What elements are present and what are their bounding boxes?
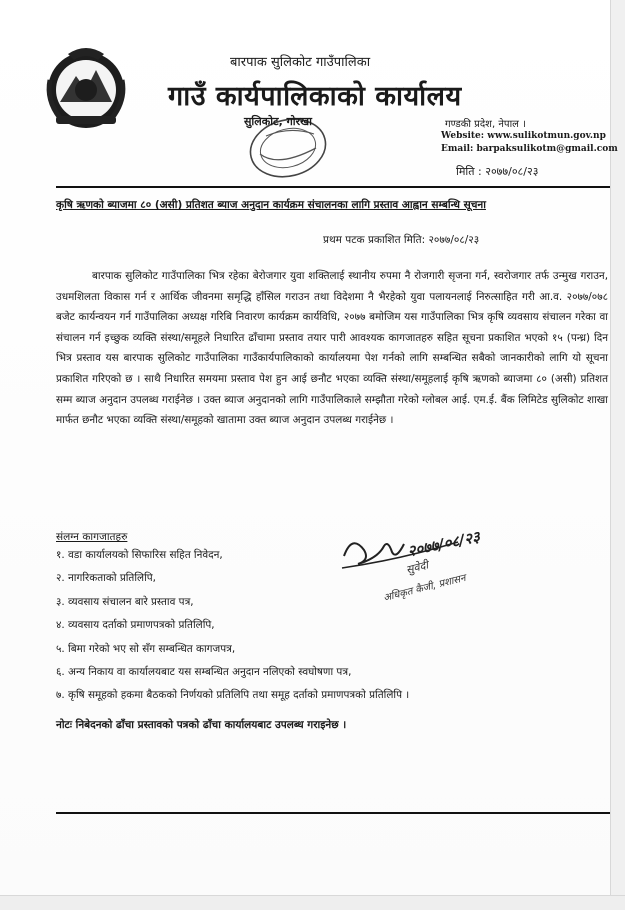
attachment-item: ६. अन्य निकाय वा कार्यालयबाट यस सम्बन्धित अनुदान नलिएको स्वघोषणा पत्र, bbox=[56, 665, 352, 678]
header-date: मिति : २०७७/०८/२३ bbox=[456, 165, 539, 178]
notice-subject: कृषि ऋणको ब्याजमा ८० (असी) प्रतिशत ब्याज अनुदान कार्यक्रम संचालनका लागि प्रस्ताव आह्वान सम्बन्धि सूचना bbox=[56, 199, 486, 211]
page-edge-bottom bbox=[0, 895, 625, 910]
signatory-name: सुवेदी bbox=[404, 558, 430, 577]
page-edge-right bbox=[610, 0, 625, 910]
published-date: प्रथम पटक प्रकाशित मिति: २०७७/०८/२३ bbox=[323, 234, 480, 246]
attachment-item: ७. कृषि समूहको हकमा बैठकको निर्णयको प्रतिलिपि तथा समूह दर्ताको प्रमाणपत्रको प्रतिलिपि । bbox=[56, 689, 410, 702]
attachments-title: संलग्न कागजातहरु bbox=[56, 531, 128, 543]
municipality-name: बारपाक सुलिकोट गाउँपालिका bbox=[230, 55, 371, 70]
signatory-role: अधिकृत कैजी, प्रशासन bbox=[382, 572, 467, 605]
office-title: गाउँ कार्यपालिकाको कार्यालय bbox=[168, 81, 462, 112]
notice-body: बारपाक सुलिकोट गाउँपालिका भित्र रहेका बेरोजगार युवा शक्तिलाई स्थानीय रुपमा नै रोजगारी सृजना गर्न, स्वरोजगार तर्फ उन्मुख गराउन, उधमशिलता विकास गर्न र आर्थिक जीवनमा समृद्धि हाँसिल गराउन तथा विदेशमा नै भैरहेको युवा पलायनलाई निरुत्साहित गरी आ.व. २०७७/०७८ बजेट कार्यन्वयन गर्न गाउँपालिका अध्यक्ष गरिबि निवारण कार्यक्रम कार्यविधि, २०७७ बमोजिम यस गाउँपालिका भित्र कृषि व्यवसाय संचालन गरेका वा संचालन गर्न इच्छुक व्यक्ति संस्था/समूहले निधारित ढाँचामा प्रस्ताव तयार पारी आवश्यक कागजातहरु सहित सूचना प्रकाशित भएको १५ (पन्ध्र) दिन भित्र प्रस्ताव यस बारपाक सुलिकोट गाउँपालिका गाउँकार्यपालिकाको कार्यालयमा पेश गर्नको लागि सम्बन्धित सबैको जानकारीको लागि यो सूचना प्रकाशित गरिएको छ । साथै निधारित समयमा प्रस्ताव पेश हुन आई छनौट भएका व्यक्ति संस्था/समूहलाई कृषि ऋणको ब्याजमा ८० (असी) प्रतिशत सम्म ब्याज अनुदान उपलब्ध गराईनेछ । उक्त ब्याज अनुदानको लागि गाउँपालिकाले सम्झौता गरेको ग्लोबल आई. एम.ई. बैंक लिमिटेड सुलिकोट शाखा मार्फत छनौट भएका व्यक्ति संस्था/समूहको खातामा उक्त ब्याज अनुदान उपलब्ध गराईनेछ । bbox=[56, 270, 608, 427]
attachment-item: ३. व्यवसाय संचालन बारे प्रस्ताव पत्र, bbox=[56, 595, 194, 608]
attachment-item: ४. व्यवसाय दर्ताको प्रमाणपत्रको प्रतिलिपि, bbox=[56, 619, 215, 632]
attachment-item: १. वडा कार्यालयको सिफारिस सहित निवेदन, bbox=[56, 549, 223, 561]
attachment-item: ५. बिमा गरेको भए सो सँग सम्बन्धित कागजपत्र, bbox=[56, 642, 236, 655]
province-text: गण्डकी प्रदेश, नेपाल । bbox=[445, 119, 526, 130]
office-address: सुलिकोट, गोरखा bbox=[244, 115, 312, 128]
email-text: Email: barpaksulikotm@gmail.com bbox=[441, 144, 618, 154]
footer-divider bbox=[56, 812, 610, 814]
signature-date: २०७७/०८/२३ bbox=[405, 527, 482, 561]
attachment-item: २. नागरिकताको प्रतिलिपि, bbox=[56, 572, 156, 585]
government-emblem-icon bbox=[40, 40, 132, 132]
header-divider bbox=[56, 186, 610, 188]
footer-note: नोटः निबेदनको ढाँचा प्रस्तावको पत्रको ढाँचा कार्यालयबाट उपलब्ध गराइनेछ । bbox=[56, 719, 347, 731]
website-text: Website: www.sulikotmun.gov.np bbox=[441, 131, 606, 141]
